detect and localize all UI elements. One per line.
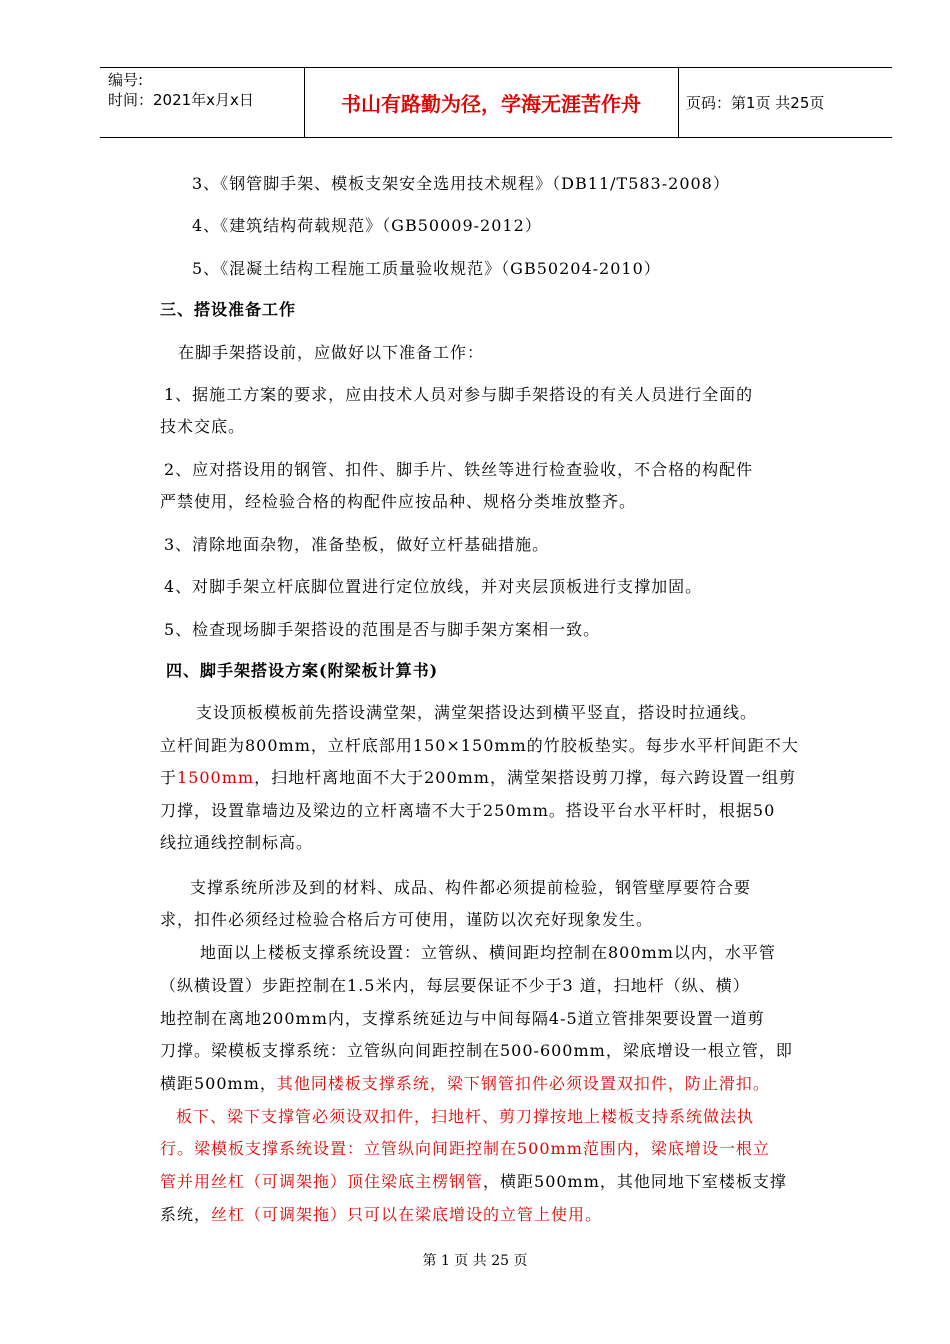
highlight-text: 其他同楼板支撑系统，梁下钢管扣件必须设置双扣件，防止滑扣。 bbox=[276, 1074, 770, 1093]
highlight-text: 管并用丝杠（可调架拖）顶住梁底主楞钢管 bbox=[160, 1172, 484, 1191]
ref-item-4: 4、《建筑结构荷载规范》（GB50009-2012） bbox=[192, 216, 542, 235]
number-label: 编号: bbox=[108, 71, 144, 89]
page-footer: 第 1 页 共 25 页 bbox=[422, 1253, 528, 1269]
paragraph-line: 2、应对搭设用的钢管、扣件、脚手片、铁丝等进行检查验收，不合格的构配件 bbox=[164, 460, 754, 479]
paragraph-line: 于1500mm，扫地杆离地面不大于200mm，满堂架搭设剪刀撑，每六跨设置一组剪 bbox=[160, 768, 796, 787]
paragraph-line: 5、检查现场脚手架搭设的范围是否与脚手架方案相一致。 bbox=[164, 620, 601, 639]
paragraph-line: 系统，丝杠（可调架拖）只可以在梁底增设的立管上使用。 bbox=[160, 1205, 603, 1224]
header-page-info: 页码：第1页 共25页 bbox=[686, 94, 825, 112]
ref-item-5: 5、《混凝土结构工程施工质量验收规范》（GB50204-2010） bbox=[192, 259, 661, 278]
paragraph-line: 地面以上楼板支撑系统设置：立管纵、横间距均控制在800mm以内，水平管 bbox=[200, 943, 776, 962]
paragraph-line: 1、据施工方案的要求，应由技术人员对参与脚手架搭设的有关人员进行全面的 bbox=[164, 385, 754, 404]
section-heading-3: 三、搭设准备工作 bbox=[160, 300, 297, 319]
highlight-text: 丝杠（可调架拖）只可以在梁底增设的立管上使用。 bbox=[211, 1205, 603, 1224]
paragraph-line: 地控制在离地200mm内，支撑系统延边与中间每隔4-5道立管排架要设置一道剪 bbox=[160, 1009, 765, 1028]
page-header bbox=[100, 67, 892, 138]
paragraph-line: （纵横设置）步距控制在1.5米内，每层要保证不少于3 道，扫地杆（纵、横） bbox=[160, 976, 750, 995]
paragraph-line: 管并用丝杠（可调架拖）顶住梁底主楞钢管，横距500mm，其他同地下室楼板支撑 bbox=[160, 1172, 787, 1191]
section-heading-4: 四、脚手架搭设方案(附梁板计算书) bbox=[166, 661, 439, 680]
paragraph-line: 求，扣件必须经过检验合格后方可使用，谨防以次充好现象发生。 bbox=[160, 910, 654, 929]
paragraph-line: 支设顶板模板前先搭设满堂架，满堂架搭设达到横平竖直，搭设时拉通线。 bbox=[196, 703, 758, 722]
paragraph-line: 技术交底。 bbox=[160, 417, 246, 436]
header-motto: 书山有路勤为径，学海无涯苦作舟 bbox=[341, 92, 641, 116]
paragraph-line: 横距500mm，其他同楼板支撑系统，梁下钢管扣件必须设置双扣件，防止滑扣。 bbox=[160, 1074, 770, 1093]
paragraph-line bbox=[160, 1136, 770, 1159]
paragraph-line: 严禁使用，经检验合格的构配件应按品种、规格分类堆放整齐。 bbox=[160, 492, 637, 511]
time-label: 时间：2021年x月x日 bbox=[108, 91, 254, 109]
ref-item-3: 3、《钢管脚手架、模板支架安全选用技术规程》（DB11/T583-2008） bbox=[192, 174, 730, 193]
header-meta bbox=[108, 70, 254, 110]
paragraph-line: 4、对脚手架立杆底脚位置进行定位放线，并对夹层顶板进行支撑加固。 bbox=[164, 577, 703, 596]
paragraph-line: 支撑系统所涉及到的材料、成品、构件都必须提前检验，钢管壁厚要符合要 bbox=[190, 878, 752, 897]
paragraph-line: 刀撑，设置靠墙边及梁边的立杆离墙不大于250mm。搭设平台水平杆时，根据50 bbox=[160, 801, 776, 820]
header-divider bbox=[678, 68, 679, 137]
highlight-value: 1500mm bbox=[177, 768, 255, 787]
highlight-text: 板下、梁下支撑管必须设双扣件，扫地杆、剪刀撑按地上楼板支持系统做法执 bbox=[176, 1107, 755, 1126]
highlight-text: 行。梁模板支撑系统设置：立管纵向间距控制在500mm范围内，梁底增设一根立 bbox=[160, 1139, 770, 1158]
paragraph-line: 线拉通线控制标高。 bbox=[160, 833, 314, 852]
paragraph-line: 在脚手架搭设前，应做好以下准备工作： bbox=[178, 343, 485, 362]
paragraph-line: 刀撑。梁模板支撑系统：立管纵向间距控制在500-600mm，梁底增设一根立管，即 bbox=[160, 1041, 793, 1060]
paragraph-line: 立杆间距为800mm，立杆底部用150×150mm的竹胶板垫实。每步水平杆间距不大 bbox=[160, 736, 799, 755]
paragraph-line bbox=[176, 1104, 754, 1127]
paragraph-line: 3、清除地面杂物，准备垫板，做好立杆基础措施。 bbox=[164, 535, 550, 554]
